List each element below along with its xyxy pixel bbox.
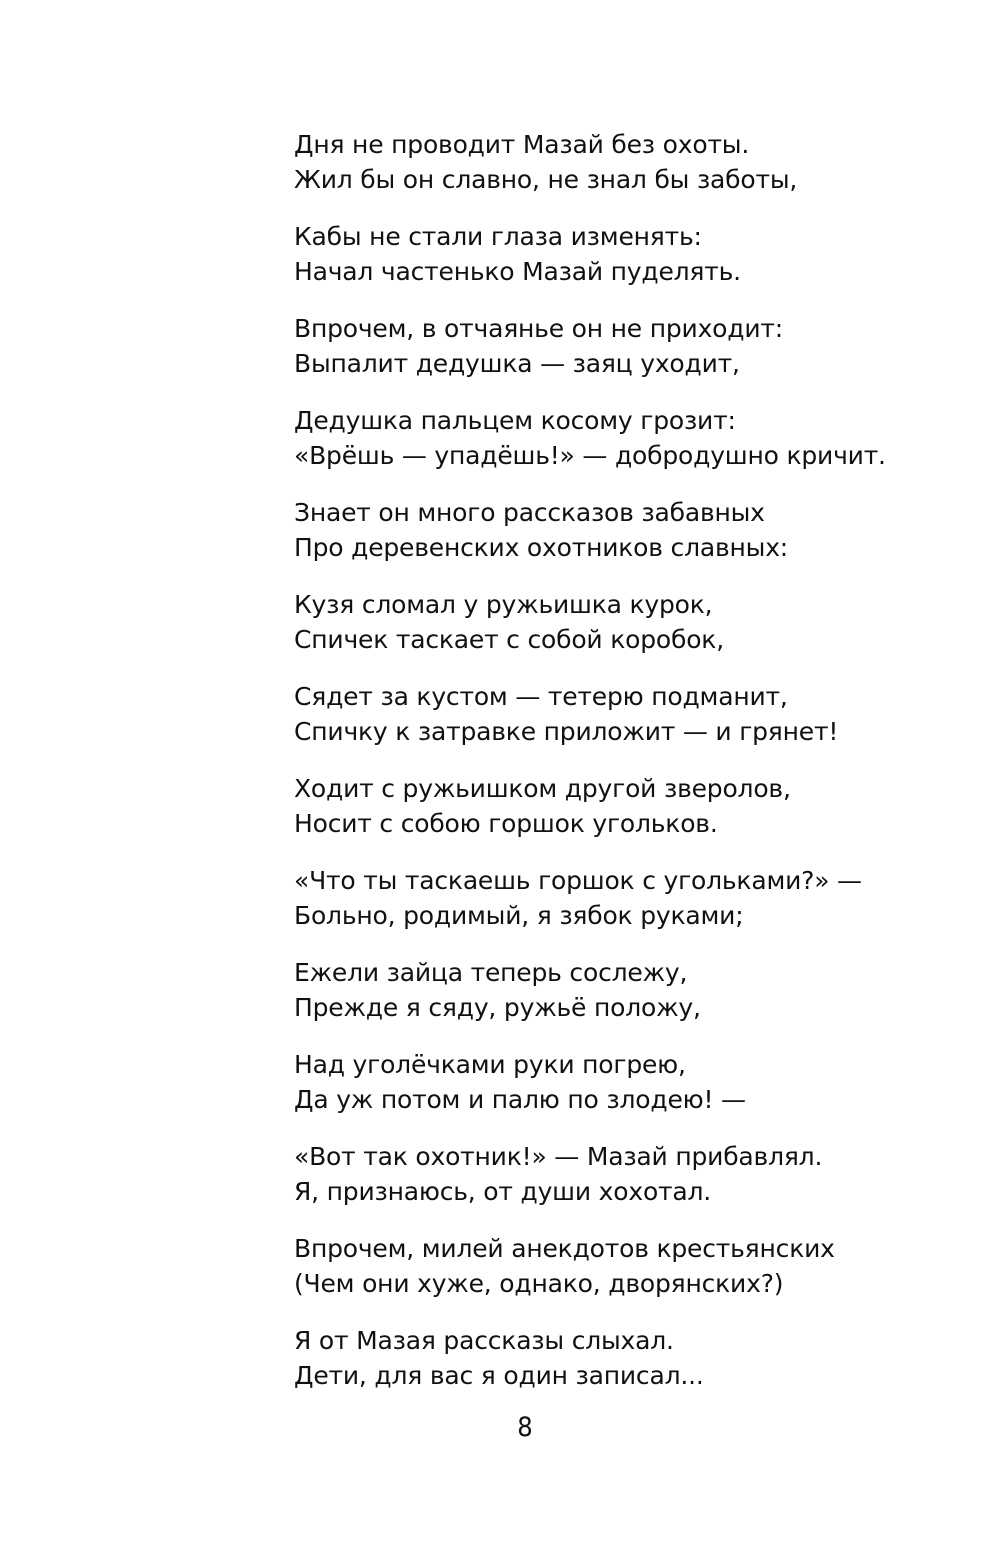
poem-line: Прежде я сяду, ружьё положу, xyxy=(294,993,701,1022)
poem-line: «Что ты таскаешь горшок с угольками?» — xyxy=(294,866,862,895)
poem-line: Кузя сломал у ружьишка курок, xyxy=(294,590,713,619)
poem-line: Дня не проводит Мазай без охоты. xyxy=(294,130,750,159)
poem-line: Знает он много рассказов забавных xyxy=(294,498,765,527)
poem-line: Ежели зайца теперь сослежу, xyxy=(294,958,688,987)
poem-line: Ходит с ружьишком другой зверолов, xyxy=(294,774,791,803)
poem-line: Впрочем, милей анекдотов крестьянских xyxy=(294,1234,835,1263)
poem-text xyxy=(294,127,934,1415)
stanza xyxy=(294,1139,934,1231)
stanza xyxy=(294,495,934,587)
poem-line: Я, признаюсь, от души хохотал. xyxy=(294,1177,712,1206)
poem-line: «Вот так охотник!» — Мазай прибавлял. xyxy=(294,1142,823,1171)
poem-line: Носит с собою горшок угольков. xyxy=(294,809,718,838)
poem-line: Сядет за кустом — тетерю подманит, xyxy=(294,682,788,711)
poem-line: Над уголёчками руки погрею, xyxy=(294,1050,686,1079)
poem-line: Начал частенько Мазай пуделять. xyxy=(294,257,741,286)
poem-line: Я от Мазая рассказы слыхал. xyxy=(294,1326,674,1355)
poem-line: Спичек таскает с собой коробок, xyxy=(294,625,724,654)
poem-line: Впрочем, в отчаянье он не приходит: xyxy=(294,314,783,343)
poem-line: (Чем они хуже, однако, дворянских?) xyxy=(294,1269,784,1298)
poem-line: Выпалит дедушка — заяц уходит, xyxy=(294,349,740,378)
stanza xyxy=(294,679,934,771)
poem-line: Дедушка пальцем косому грозит: xyxy=(294,406,736,435)
poem-line: Больно, родимый, я зябок руками; xyxy=(294,901,744,930)
stanza xyxy=(294,1231,934,1323)
poem-line: Про деревенских охотников славных: xyxy=(294,533,789,562)
stanza xyxy=(294,587,934,679)
poem-line: «Врёшь — упадёшь!» — добродушно кричит. xyxy=(294,441,886,470)
stanza xyxy=(294,403,934,495)
page-number: 8 xyxy=(517,1412,533,1443)
poem-line: Спичку к затравке приложит — и грянет! xyxy=(294,717,839,746)
stanza xyxy=(294,1323,934,1415)
stanza xyxy=(294,127,934,219)
poem-line: Кабы не стали глаза изменять: xyxy=(294,222,702,251)
stanza xyxy=(294,863,934,955)
poem-line: Жил бы он славно, не знал бы заботы, xyxy=(294,165,798,194)
poem-line: Да уж потом и палю по злодею! — xyxy=(294,1085,746,1114)
poem-line: Дети, для вас я один записал... xyxy=(294,1361,704,1390)
stanza xyxy=(294,955,934,1047)
stanza xyxy=(294,1047,934,1139)
stanza xyxy=(294,219,934,311)
stanza xyxy=(294,771,934,863)
stanza xyxy=(294,311,934,403)
